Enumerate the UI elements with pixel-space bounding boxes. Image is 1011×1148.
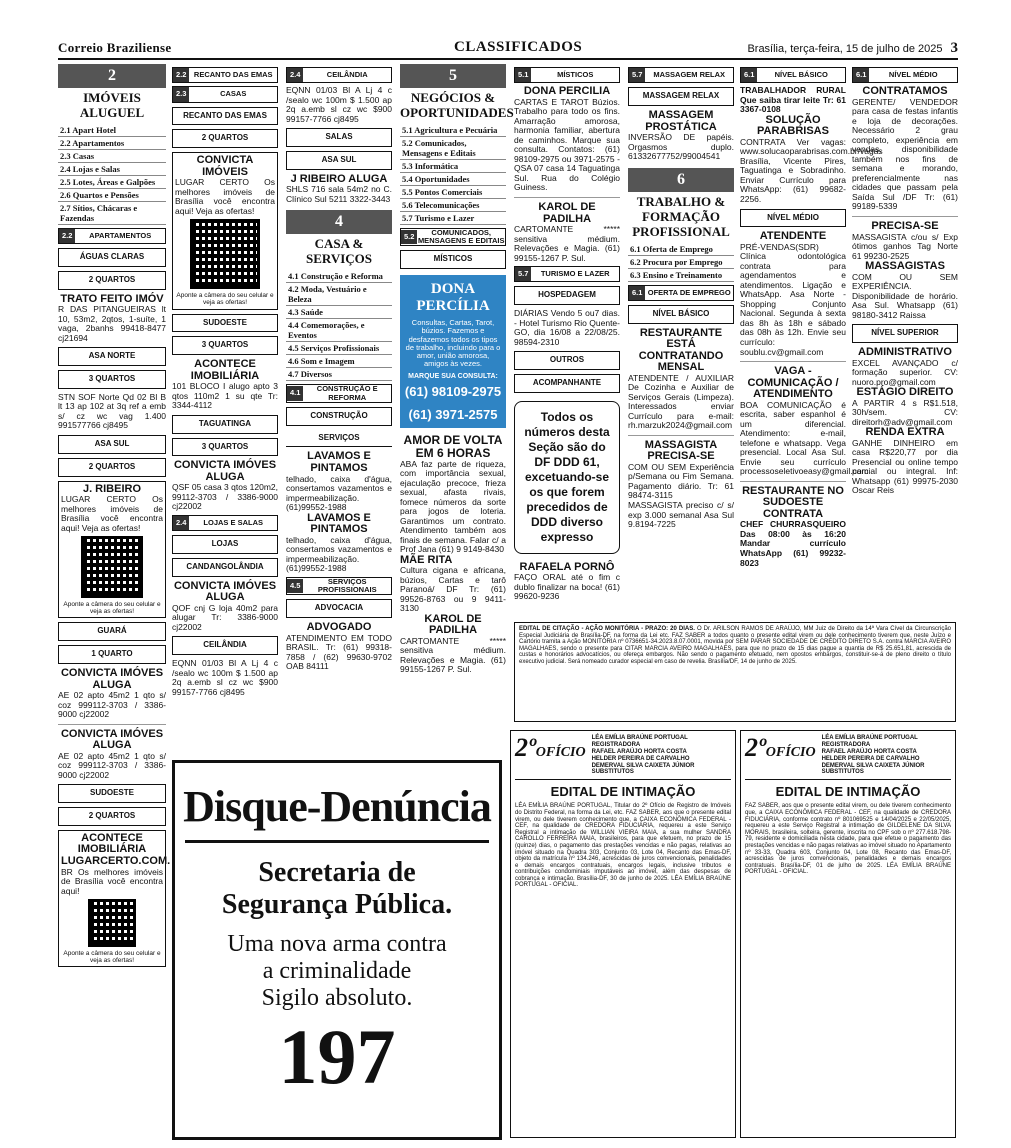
- edital-title: EDITAL DE INTIMAÇÃO: [775, 784, 921, 800]
- classified-ad: [400, 434, 506, 554]
- classified-ad: [628, 110, 734, 162]
- ad-text: GERENTE/ VENDEDOR para casa de festas infantis e loja de decorações. Necessário 2 grau completo, experiência em vendas, disponibilidade também nos fins de semana e morando, preferencialmente nas cidades que passam pela Saída Sul /DF Tr: (61) 99189-5339: [852, 96, 958, 212]
- category-box: CONSTRUÇÃO: [286, 407, 392, 426]
- divider: [740, 481, 846, 482]
- section-title: TRABALHO & FORMAÇÃO PROFISSIONAL: [632, 193, 730, 239]
- category-band: [628, 285, 734, 301]
- category-band: [628, 67, 734, 83]
- classified-ad: [852, 86, 958, 212]
- ad-text: DIÁRIAS Vendo 5 ou7 dias. - Hotel Turismo Rio Quente-GO, dia 16/08 a 22/08/25. 98594-2310: [514, 308, 620, 347]
- ad-text: telhado, caixa d'água, consertamos vazamentos e impermeabilização. (61)99552-1988: [286, 473, 392, 513]
- list-item[interactable]: 4.6 Som e Imagem: [286, 355, 392, 368]
- section-title: NEGÓCIOS & OPORTUNIDADES: [400, 90, 514, 120]
- ad-text: COM OU SEM Experiência p/Semana ou Fim Semana. Pagamento diário. Tr: 61 98474-3115: [628, 461, 734, 501]
- classified-ad: [286, 622, 392, 672]
- category-box: NÍVEL SUPERIOR: [852, 324, 958, 343]
- staff-line: HELDER PEREIRA DE CARVALHO: [591, 755, 690, 762]
- category-band: [172, 67, 278, 83]
- band-number: 2.2: [59, 229, 75, 243]
- location-box: SUDOESTE: [58, 784, 166, 803]
- promo-cta: MARQUE SUA CONSULTA:: [408, 372, 498, 380]
- ad-text: LUGAR CERTO Os melhores imóveis de Brasília você encontra aqui! Veja as ofertas!: [175, 177, 275, 216]
- ad-title: ACONTECE IMOBILIÁRIA: [190, 358, 260, 382]
- office-logo: [745, 735, 816, 776]
- ad-title: ADMINISTRATIVO: [858, 346, 952, 358]
- classified-ad: [172, 659, 278, 697]
- location-box: GUARÁ: [58, 622, 166, 641]
- office-logo: [515, 735, 586, 776]
- qr-code[interactable]: [81, 536, 143, 598]
- ad-title: RAFAELA PORNÔ: [519, 560, 615, 573]
- ad-text: EQNN 01/03 Bl A Lj 4 c /sealo wc 100m $ 1.500 ap 2q a.emb sl cz wc $900 99157-7766 cj8495: [172, 658, 278, 697]
- court-notice: [514, 622, 956, 722]
- list-item[interactable]: 4.3 Saúde: [286, 306, 392, 319]
- band-number: 5.1: [515, 68, 531, 82]
- list-item[interactable]: 4.5 Serviços Profissionais: [286, 342, 392, 355]
- classified-ad: [740, 486, 846, 568]
- classified-ad: [514, 86, 620, 193]
- classified-ad: [58, 729, 166, 781]
- ad-text: telhado, caixa d'água, consertamos vazamentos e impermeabilização. (61)99552-1988: [286, 534, 392, 574]
- disque-subtitle: Segurança Pública.: [221, 889, 453, 920]
- ad-title: KAROL DE PADILHA: [424, 612, 482, 637]
- classified-ad: [852, 347, 958, 387]
- page-header: [58, 38, 958, 60]
- ad-text: AE 02 apto 45m2 1 qto s/ coz 999112-3703 / 3386-9000 cj22002: [58, 750, 166, 780]
- court-notice-title: EDITAL DE CITAÇÃO - AÇÃO MONITÓRIA - PRAZO: 20 DIAS.: [519, 626, 695, 632]
- promo-text: Consultas, Cartas, Tarot, búzios. Fazemos e desfazemos todos os tipos de trabalho, incluindo para o amor, união amorosa, amigos às vezes.: [405, 318, 501, 369]
- staff-line: DEMERVAL SILVA CAIXETA JÚNIOR: [821, 762, 925, 769]
- ad-text: CARTOMANTE ***** sensitiva médium. Relevações e Magia. (61) 99155-1267 P. Sul.: [400, 635, 506, 675]
- band-label: SERVIÇOS PROFISSIONAIS: [317, 576, 377, 595]
- classified-ad: [172, 152, 278, 309]
- band-label: CEILÂNDIA: [326, 70, 368, 79]
- page-number: 3: [950, 40, 958, 56]
- list-item[interactable]: 2.7 Sítios, Chácaras e Fazendas: [58, 202, 166, 225]
- list-item[interactable]: 2.4 Lojas e Salas: [58, 163, 166, 176]
- ad-text: COM OU SEM EXPERIÊNCIA. Disponibilidade de horário. Asa Sul. Whatsapp (61) 98180-3412 Raissa: [852, 271, 958, 320]
- ad-text: STN SOF Norte Qd 02 Bl B lt 13 ap 102 at 3q ref a emb s/ cz wc vag 1.400 991577766 cj8495: [58, 391, 166, 431]
- band-number: 6.1: [853, 68, 869, 82]
- ad-title: CONVICTA IMÓVES ALUGA: [60, 727, 164, 752]
- ad-text: CARTOMANTE ***** sensitiva médium. Relevações e Magia. (61) 99155-1267 P. Sul.: [514, 224, 620, 263]
- edital-header: [515, 735, 731, 780]
- edital-intimacao: [740, 730, 956, 1138]
- ad-title: RENDA EXTRA: [865, 426, 945, 439]
- location-box: ASA SUL: [58, 435, 166, 454]
- promo-phone[interactable]: (61) 3971-2575: [408, 407, 498, 423]
- edital-text: LÉA EMÍLIA BRAÚNE PORTUGAL, Titular do 2º Ofício de Registro de Imóveis do Distrito Federal, na forma da Lei, etc. FAZ SABER, aos que o presente edital virem, ou dele tiverem conhecimento que, a CAIXA ECONÔMICA FEDERAL - CEF, na qualidade de CREDORA FIDUCIÁRIA, requereu a este Serviço Registral a intimação de WILLIAN VIEIRA MAIA, a sua mulher SANDRA CAROLLO FERREIRA MAIA, brasileiros, para que efetuem, no prazo de 15 (quinze) dias, o pagamento das prestações vencidas e não pagas, relativas ao imóvel situado na Quadra 303, Conjunto 03, Lote 04, Recanto das Emas-DF, objeto da matrícula nº 134.246, acrescidas de juros convencionais, penalidades e demais encargos contratuais, encargos legais, inclusive tributos e contribuições condominiais imputáveis ao imóvel, além das despesas de cobrança e intimação. Brasília-DF, 30 de junho de 2025. LÉA EMÍLIA BRAÚNE PORTUGAL - OFICIAL.: [515, 803, 731, 889]
- ad-text: 101 BLOCO I alugo apto 3 qtos 110m2 1 su qte Tr: 3344-4112: [172, 381, 278, 411]
- divider: [185, 840, 489, 843]
- office-number: 2º: [515, 733, 536, 762]
- qr-code[interactable]: [88, 899, 136, 947]
- ad-title: PRECISA-SE: [871, 219, 939, 232]
- rooms-box: 2 QUARTOS: [58, 807, 166, 826]
- subsection-list: [400, 124, 506, 225]
- column-casa-servicos: [286, 64, 392, 672]
- band-number: 4.1: [287, 386, 303, 400]
- category-band: [514, 67, 620, 83]
- column-nivel-basico: [740, 64, 883, 568]
- band-label: NÍVEL MÉDIO: [888, 70, 938, 79]
- column-trabalho: [628, 64, 734, 530]
- band-label: RECANTO DAS EMAS: [193, 70, 273, 79]
- ad-text: GANHE DINHEIRO em casa R$220,77 por dia Presencial ou online tempo parcial ou integral. Inf: Whatsapp (61) 99975-2030 Oscar Reis: [852, 437, 958, 496]
- list-item[interactable]: 6.1 Oferta de Emprego: [628, 243, 734, 256]
- band-number: 4.5: [287, 579, 303, 593]
- ad-title: J. RIBEIRO: [82, 482, 142, 495]
- rooms-box: 2 QUARTOS: [58, 271, 166, 290]
- column-casas-lojas: [172, 64, 278, 697]
- band-label: CONSTRUÇÃO E REFORMA: [316, 384, 378, 402]
- list-item[interactable]: 4.1 Construção e Reforma: [286, 270, 392, 283]
- band-number: 2.2: [173, 68, 189, 82]
- ad-text: FAÇO ORAL até o fim c dublo finalizar na boca! (61) 99620-9236: [514, 572, 620, 602]
- section-number: 5: [400, 64, 506, 88]
- location-box: SUDOESTE: [172, 314, 278, 333]
- promo-phone[interactable]: (61) 98109-2975: [404, 384, 502, 400]
- classified-ad: [286, 174, 392, 205]
- band-number: 2.4: [173, 516, 189, 530]
- ad-title: ACONTECE IMOBILIÁRIA LUGARCERTO.COM.: [61, 831, 171, 868]
- subsection-list: [58, 124, 166, 225]
- edital-header: [745, 735, 951, 780]
- ad-text: LUGAR CERTO Os melhores imóveis de Brasília você encontra aqui! Veja as ofertas!: [61, 494, 163, 533]
- band-number: 6.1: [629, 286, 645, 300]
- list-item[interactable]: 5.7 Turismo e Lazer: [400, 212, 506, 225]
- list-item[interactable]: 2.5 Lotes, Áreas e Galpões: [58, 176, 166, 189]
- subsection-list: [628, 243, 734, 282]
- ad-title: CONVICTA IMÓVES ALUGA: [173, 459, 277, 483]
- ad-text: ATENDIMENTO EM TODO BRASIL. Tr: (61) 99318-7858 / (62) 99630-9702 OAB 84111: [286, 632, 392, 672]
- classified-ad: [740, 113, 883, 205]
- disque-title: Disque-Denúncia: [183, 782, 491, 831]
- band-label: MASSAGEM RELAX: [653, 70, 726, 79]
- list-item[interactable]: 4.7 Diversos: [286, 368, 392, 381]
- ad-title: MASSAGISTA PRECISA-SE: [644, 438, 718, 463]
- band-label: COMUNICADOS, MENSAGENS E EDITAIS: [417, 227, 505, 246]
- ad-title: VAGA - COMUNICAÇÃO / ATENDIMENTO: [747, 365, 839, 401]
- ad-text: EXCEL AVANÇADO c/ formação superior. CV: nuoro.pro@gmail.com: [852, 357, 958, 387]
- category-box: MÍSTICOS: [400, 250, 506, 269]
- ad-title: LAVAMOS E PINTAMOS: [307, 511, 371, 536]
- office-label: OFÍCIO: [765, 745, 816, 760]
- classified-ad: [514, 309, 620, 347]
- band-label: CASAS: [220, 89, 247, 99]
- classified-ad: [172, 581, 278, 633]
- ad-text: Cultura cigana e africana, búzios, Cartas e tarô Paranoá/ DF Tr: (61) 99526-8763 ou 9 9411-3130: [400, 565, 506, 614]
- band-label: APARTAMENTOS: [89, 230, 152, 240]
- ad-title: RESTAURANTE ESTÁ CONTRATANDO MENSAL: [638, 326, 724, 374]
- date-line: [747, 40, 958, 57]
- band-number: 2.3: [173, 87, 189, 101]
- location-box: TAGUATINGA: [172, 415, 278, 434]
- office-staff: [822, 735, 925, 776]
- disque-subtitle: Secretaria de: [258, 857, 416, 888]
- newspaper-name: Correio Braziliense: [58, 40, 172, 55]
- ad-text: PRÉ-VENDAS(SDR) Clínica odontológica contrata para agendamentos e atendimentos. Ligação e WhatsApp. Asa Norte - Shopping Conjunto Nacional. Segunda à sexta das 8h às 18h e sábado das 08h às 12h. Envie seu currículo: soublu.cv@gmail.com: [740, 241, 846, 357]
- ad-text: CARTAS E TAROT Búzios. Trabalho para todo os fins. Amarração amorosa, harmonia familiar, abertura de caminhos. Marque sua consulta. Contatos: (61) 98109-2975 ou 3971-2575 - QSA 07 casa 14 Taguatinga Sul. Rua do Colégio Guiness.: [514, 96, 620, 193]
- classified-ad: [852, 387, 958, 427]
- ad-text: BR Os melhores imóveis de Brasília você encontra aqui!: [61, 866, 163, 896]
- ad-title: TRATO FEITO IMÓV: [60, 292, 164, 305]
- qr-note: Aponte a câmera do seu celular e veja as ofertas!: [176, 292, 274, 307]
- category-box: LOJAS: [172, 535, 278, 554]
- ad-title: CONTRATAMOS: [862, 85, 948, 98]
- classified-ad: [58, 830, 171, 967]
- disque-line: Uma nova arma contra: [227, 931, 447, 957]
- band-number: 5.2: [401, 230, 417, 244]
- edital-intimacao: [510, 730, 736, 1138]
- ad-text: A PARTIR 4 s R$1.518, 30h/sem. CV: direitorh@adv@gmail.com: [852, 397, 958, 427]
- disque-number[interactable]: 197: [278, 1013, 396, 1100]
- rooms-box: 3 QUARTOS: [172, 336, 278, 355]
- staff-line: RAFAEL ARAÚJO HORTA COSTA: [821, 748, 917, 755]
- ad-text: ABA faz parte de riqueza, com importância sexual, ejaculação precoce, frieza sexual, afasta rivais, fomece números da sorte para jogos de loteria. Garantimos um contrato. Atendimento também aos finais de semana. Falar c/ a Prof Jana (61) 9 9149-8430: [400, 458, 506, 555]
- category-box: MASSAGEM RELAX: [628, 87, 734, 106]
- band-number: 5.7: [629, 68, 645, 82]
- section-number: 6: [628, 168, 734, 192]
- classified-ad: [400, 555, 506, 614]
- ad-text: AE 02 apto 45m2 1 qto s/ coz 999112-3703 / 3386-9000 cj22002: [58, 690, 166, 720]
- category-band: [286, 67, 392, 83]
- staff-line: LÉA EMÍLIA BRAÚNE PORTUGAL: [591, 735, 688, 741]
- promo-ad: [400, 275, 506, 428]
- band-number: 2.4: [287, 68, 303, 82]
- ad-title: J RIBEIRO ALUGA: [290, 172, 388, 185]
- band-label: LOJAS E SALAS: [203, 518, 264, 527]
- qr-note: Aponte a câmera do seu celular e veja as ofertas!: [63, 601, 161, 616]
- category-band: [286, 384, 392, 403]
- category-box: NÍVEL MÉDIO: [740, 209, 846, 228]
- list-item[interactable]: 2.3 Casas: [58, 150, 166, 163]
- section-notice: Todos os números desta Seção são do DF DDD 61, excetuando-se os que forem precedidos de DDD diverso expresso: [514, 401, 620, 554]
- ad-text: EQNN 01/03 Bl A Lj 4 c /sealo wc 100m $ 1.500 ap 2q a.emb sl cz wc $900 99157-7766 cj8495: [286, 85, 392, 124]
- section-title: CASA & SERVIÇOS: [305, 236, 372, 267]
- staff-line: HELDER PEREIRA DE CARVALHO: [821, 755, 920, 762]
- rooms-box: 3 QUARTOS: [58, 370, 166, 389]
- classified-ad: [58, 668, 166, 720]
- court-notice-body: [519, 626, 951, 666]
- band-label: TURISMO E LAZER: [540, 269, 610, 279]
- classified-ad: [58, 393, 166, 431]
- category-band: [286, 577, 392, 596]
- staff-line: RAFAEL ARAÚJO HORTA COSTA: [591, 748, 687, 755]
- classified-ad: [58, 294, 166, 344]
- column-imoveis-aluguel: [58, 64, 171, 967]
- classified-ad: [740, 86, 846, 115]
- disque-line: a criminalidade: [262, 958, 412, 984]
- ad-title: AMOR DE VOLTA EM 6 HORAS: [403, 433, 503, 460]
- category-box: SERVIÇOS: [286, 430, 392, 448]
- band-label: MÍSTICOS: [557, 70, 594, 79]
- classified-ad: [400, 614, 506, 675]
- rooms-box: 2 QUARTOS: [172, 129, 278, 148]
- court-notice-text: O Dr. ARILSON RAMOS DE ARAÚJO, MM Juiz de Direito da 14ª Vara Cível da Circunscrição Especial Judiciária de Brasília-DF, na forma da Lei etc. FAZ SABER a todos quanto o presente edital virem ou dele conhecimento tiverem que, neste Juízo e Cartório tramita a Ação MONITÓRIA nº 0736651-34.2023.8.07.0001, movida por SEM PARAR SOCIEDADE DE CRÉDITO DIRETO S.A. contra MARCIA AVEIRO MAGALHAES, sendo o presente para CITAR MARCIA AVEIRO MAGALHAES, para que no prazo de 15 dias pague a quantia de R$ 25.651,81, acrescida de custas e honorários advocatícios, ou ofereça embargos. Não sendo o pagamento efetuado, nem opostos embargos, constituir-se-á de pleno direito o título executivo judicial. Será nomeado curador especial em caso de revelia. Brasília/DF, 14 de junho de 2025.: [519, 626, 951, 665]
- location-box: ASA NORTE: [58, 347, 166, 366]
- rooms-box: 3 QUARTOS: [172, 438, 278, 457]
- ad-title: CONVICTA IMÓVES ALUGA: [60, 667, 164, 691]
- column-nivel-medio: [852, 64, 958, 496]
- ad-title: MÃE RITA: [400, 553, 453, 566]
- rooms-box: 2 QUARTOS: [58, 458, 166, 477]
- category-band: [514, 266, 620, 282]
- list-item[interactable]: 6.3 Ensino e Treinamento: [628, 269, 734, 282]
- classified-ad: [740, 231, 846, 357]
- list-item[interactable]: 6.2 Procura por Emprego: [628, 256, 734, 269]
- category-band: [58, 228, 166, 244]
- ad-text: QSF 05 casa 3 qtos 120m2, 99112-3703 / 3386-9000 cj22002: [172, 482, 278, 512]
- category-box: HOSPEDAGEM: [514, 286, 620, 305]
- location-box: RECANTO DAS EMAS: [172, 107, 278, 126]
- ad-title: ESTÁGIO DIREITO: [856, 386, 954, 399]
- office-number: 2º: [745, 733, 766, 762]
- list-item[interactable]: 2.1 Apart Hotel: [58, 124, 166, 137]
- section-name: CLASSIFICADOS: [454, 39, 583, 55]
- classified-ad: [852, 427, 958, 496]
- category-box: ACOMPANHANTE: [514, 374, 620, 393]
- ad-text: ATENDENTE / AUXILIAR De Cozinha e Auxiliar de Serviços Gerais (Limpeza). Interessados enviar Currículo para e-mail: rh.marzuk2024@gmail.com: [628, 372, 734, 431]
- staff-line: LÉA EMÍLIA BRAÚNE PORTUGAL: [821, 735, 918, 741]
- ad-title: CONVICTA IMÓVEIS: [196, 154, 254, 178]
- classified-ad: [58, 481, 166, 619]
- classified-ad: [628, 501, 734, 530]
- office-staff: [592, 735, 695, 776]
- band-number: 5.7: [515, 267, 531, 281]
- disque-line: Sigilo absoluto.: [261, 985, 413, 1011]
- divider: [628, 435, 734, 436]
- staff-line: SUBSTITUTOS: [591, 769, 634, 776]
- ad-title: RESTAURANTE NO SUDOESTE CONTRATA: [742, 484, 844, 520]
- divider: [740, 361, 846, 362]
- ad-title: MASSAGISTAS: [865, 260, 945, 273]
- list-item[interactable]: 2.6 Quartos e Pensões: [58, 189, 166, 202]
- ad-text: QOF cnj G loja 40m2 para alugar Tr: 3386-9000 cj22002: [172, 602, 278, 632]
- section-number: 4: [286, 210, 392, 234]
- classified-ad: [172, 460, 278, 512]
- band-label: NÍVEL BÁSICO: [774, 70, 828, 79]
- staff-line: SUBSTITUTOS: [821, 769, 864, 776]
- list-item[interactable]: 5.5 Pontos Comerciais: [400, 186, 506, 199]
- category-band: [172, 515, 278, 531]
- classified-ad: [852, 261, 958, 320]
- location-box: CEILÂNDIA: [172, 636, 278, 655]
- column-misticos: [514, 64, 620, 602]
- disque-denuncia-ad: [172, 760, 502, 1140]
- classified-ad: [172, 359, 278, 411]
- location-box: CANDANGOLÂNDIA: [172, 558, 278, 577]
- qr-code[interactable]: [190, 219, 260, 289]
- rooms-box: 1 QUARTO: [58, 645, 166, 664]
- edital-text: FAZ SABER, aos que o presente edital virem, ou dele tiverem conhecimento que, a CAIXA ECONÔMICA FEDERAL - CEF, na qualidade de CREDORA FIDUCIÁRIA, conforme contrato nº 801069525 e 14/04/2025 e 22/05/2025, requereu a este Serviço Registral a intimação de GILDELENE DA SILVA MORAIS, brasileira, solteira, gerente, inscrita no CPF sob o nº 277.618.798-79, residente e domiciliada nesta cidade, para que efetue o pagamento das prestações vencidas e não pagas relativas ao imóvel situado no Apartamento nº 33-33, Quadra 603, Conjunto 04, Lote 08, Recanto das Emas-DF, acrescidas de juros convencionais, penalidades e demais encargos contratuais. Brasília-DF, 01 de julho de 2025. LÉA EMÍLIA BRAÚNE PORTUGAL - OFICIAL.: [745, 803, 951, 876]
- ad-text: MASSAGISTA c/ou s/ Exp ótimos ganhos Tag Norte 61 99230-2525: [852, 231, 958, 261]
- ad-title: SOLUÇÃO PARABRISAS: [757, 113, 829, 138]
- category-band: [740, 67, 846, 83]
- classified-ad: [286, 86, 392, 124]
- ad-title: MASSAGEM PROSTÁTICA: [645, 109, 717, 133]
- location-box: ASA SUL: [286, 151, 392, 170]
- ad-title: LAVAMOS E PINTAMOS: [307, 450, 371, 474]
- list-item[interactable]: 5.3 Informática: [400, 160, 506, 173]
- band-label: OFERTA DE EMPREGO: [647, 287, 731, 297]
- list-item[interactable]: 4.2 Moda, Vestuário e Beleza: [286, 283, 392, 306]
- subsection-list: [286, 270, 392, 381]
- column-negocios: [400, 64, 514, 675]
- ad-title: ADVOGADO: [306, 621, 372, 634]
- ad-title: KAROL DE PADILHA: [538, 200, 596, 225]
- ad-text: MASSAGISTA preciso c/ s/ exp 3.000 semanal Asa Sul 9.8194-7225: [628, 499, 734, 530]
- category-box: SALAS: [286, 128, 392, 147]
- promo-title: DONA PERCÍLIA: [416, 281, 490, 315]
- list-item[interactable]: 4.4 Comemorações, e Eventos: [286, 319, 392, 342]
- classified-ad: [286, 513, 392, 574]
- ad-text: SHLS 716 sala 54m2 no C. Clínico Sul 5211 3322-3443: [286, 184, 392, 204]
- ad-text: CHEF CHURRASQUEIRO Das 08:00 às 16:20 Mandar currículo WhatsApp (61) 99232-8023: [740, 519, 846, 568]
- date-text: Brasília, terça-feira, 15 de julho de 2025: [747, 43, 943, 55]
- divider: [852, 216, 958, 217]
- ad-title: ATENDENTE: [759, 230, 827, 243]
- ad-text: TRABALHADOR RURAL Que saiba tirar leite Tr: 61 3367-0108: [740, 85, 846, 115]
- divider: [514, 197, 620, 198]
- list-item[interactable]: 2.2 Apartamentos: [58, 137, 166, 150]
- ad-text: CONTRATA Ver vagas: www.solucaoparabrisas.com.br/vagas Brasília, Vicente Pires, Taguatinga e Sobradinho. Enviar Currículo para WhatsApp: (61) 99682-2256.: [740, 136, 883, 204]
- category-box: ADVOCACIA: [286, 599, 392, 618]
- list-item[interactable]: 5.4 Oportunidades: [400, 173, 506, 186]
- classified-ad: [628, 328, 734, 431]
- category-box: NÍVEL BÁSICO: [628, 305, 734, 324]
- staff-line: REGISTRADORA: [591, 741, 641, 748]
- list-item[interactable]: 5.1 Agricultura e Pecuária: [400, 124, 506, 137]
- category-band: [852, 67, 958, 83]
- classified-ad: [286, 451, 392, 512]
- divider: [58, 724, 166, 725]
- edital-title: EDITAL DE INTIMAÇÃO: [550, 784, 696, 800]
- band-number: 6.1: [741, 68, 757, 82]
- classified-ad: [852, 221, 958, 261]
- section-title: IMÓVEIS ALUGUEL: [79, 90, 145, 120]
- ad-title: DONA PERCILIA: [523, 85, 611, 98]
- category-box: OUTROS: [514, 351, 620, 370]
- classified-ad: [628, 440, 734, 501]
- category-band: [172, 86, 278, 102]
- list-item[interactable]: 5.2 Comunicados, Mensagens e Editais: [400, 137, 506, 160]
- ad-title: CONVICTA IMÓVES ALUGA: [173, 579, 277, 604]
- list-item[interactable]: 5.6 Telecomunicações: [400, 199, 506, 212]
- staff-line: DEMERVAL SILVA CAIXETA JÚNIOR: [591, 762, 695, 769]
- ad-text: R DAS PITANGUEIRAS lt 10, 53m2, 2qtos, 1-suíte, 1 vaga, 2banhs 99418-8477 cj21694: [58, 304, 166, 343]
- staff-line: REGISTRADORA: [821, 741, 871, 748]
- classified-ad: [740, 365, 869, 477]
- office-label: OFÍCIO: [535, 745, 586, 760]
- qr-note: Aponte a câmera do seu celular e veja as ofertas!: [63, 950, 161, 965]
- ad-text: INVERSÃO DE papéis. Orgasmos duplo. 61332677752/99004541: [628, 132, 734, 162]
- ad-text: BOA COMUNICAÇÃO é escrita, saber espanhol é um diferencial. Atendimento: e-mail, telefone e whatsapp. Vega presencial. Local Asa Sul. Envie seu currículo processoseletivoeasy@gmail.com: [740, 399, 869, 477]
- section-number: 2: [58, 64, 166, 88]
- category-band: [400, 228, 506, 247]
- location-box: ÁGUAS CLARAS: [58, 248, 166, 267]
- classified-ad: [514, 562, 620, 602]
- classified-ad: [514, 202, 620, 263]
